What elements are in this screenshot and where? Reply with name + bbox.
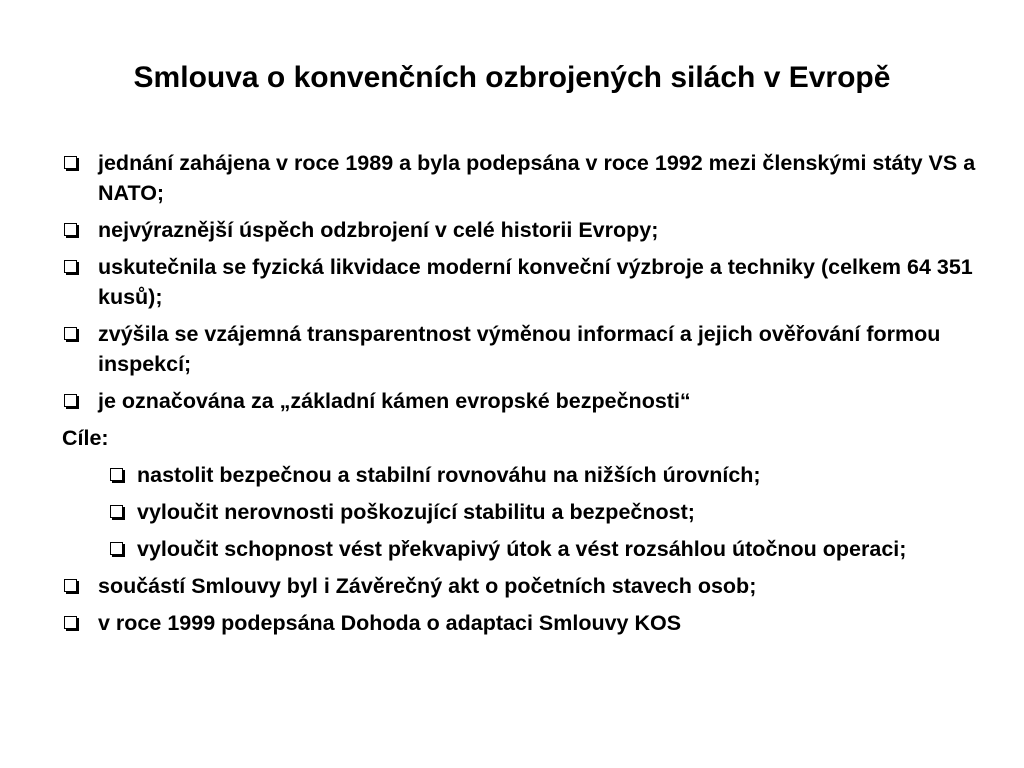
goal-text: nastolit bezpečnou a stabilní rovnováhu na nižších úrovních; xyxy=(137,463,761,487)
checkbox-square-icon xyxy=(110,505,123,518)
goal-item xyxy=(62,497,982,527)
bullet-item xyxy=(62,386,982,416)
checkbox-square-icon xyxy=(64,327,77,340)
bullet-item xyxy=(62,252,982,312)
bullet-text: součástí Smlouvy byl i Závěrečný akt o početních stavech osob; xyxy=(98,574,757,598)
slide-title: Smlouva o konvenčních ozbrojených silách v Evropě xyxy=(133,61,891,94)
bullet-text: nejvýraznější úspěch odzbrojení v celé historii Evropy; xyxy=(98,218,659,242)
checkbox-square-icon xyxy=(64,394,77,407)
bullet-item xyxy=(62,319,982,379)
checkbox-square-icon xyxy=(64,579,77,592)
checkbox-square-icon xyxy=(64,260,77,273)
bullet-text: jednání zahájena v roce 1989 a byla podepsána v roce 1992 mezi členskými státy VS a NATO; xyxy=(98,151,976,205)
goals-heading: Cíle: xyxy=(62,426,109,450)
checkbox-square-icon xyxy=(64,616,77,629)
bullet-text: uskutečnila se fyzická likvidace moderní konveční výzbroje a techniky (celkem 64 351 kusů); xyxy=(98,255,973,309)
checkbox-square-icon xyxy=(110,468,123,481)
bullet-text: zvýšila se vzájemná transparentnost výměnou informací a jejich ověřování formou inspekcí; xyxy=(98,322,941,376)
bullet-item xyxy=(62,148,982,208)
slide-content xyxy=(62,148,982,645)
goal-text: vyloučit nerovnosti poškozující stabilitu a bezpečnost; xyxy=(137,500,695,524)
checkbox-square-icon xyxy=(64,156,77,169)
bullet-item xyxy=(62,215,982,245)
bullet-text: je označována za „základní kámen evropské bezpečnosti“ xyxy=(98,389,691,413)
goal-text: vyloučit schopnost vést překvapivý útok a vést rozsáhlou útočnou operaci; xyxy=(137,537,907,561)
checkbox-square-icon xyxy=(110,542,123,555)
bullet-text: v roce 1999 podepsána Dohoda o adaptaci Smlouvy KOS xyxy=(98,611,682,635)
checkbox-square-icon xyxy=(64,223,77,236)
goal-item xyxy=(62,460,982,490)
bullet-item xyxy=(62,608,982,638)
bullet-item xyxy=(62,571,982,601)
goal-item xyxy=(62,534,982,564)
